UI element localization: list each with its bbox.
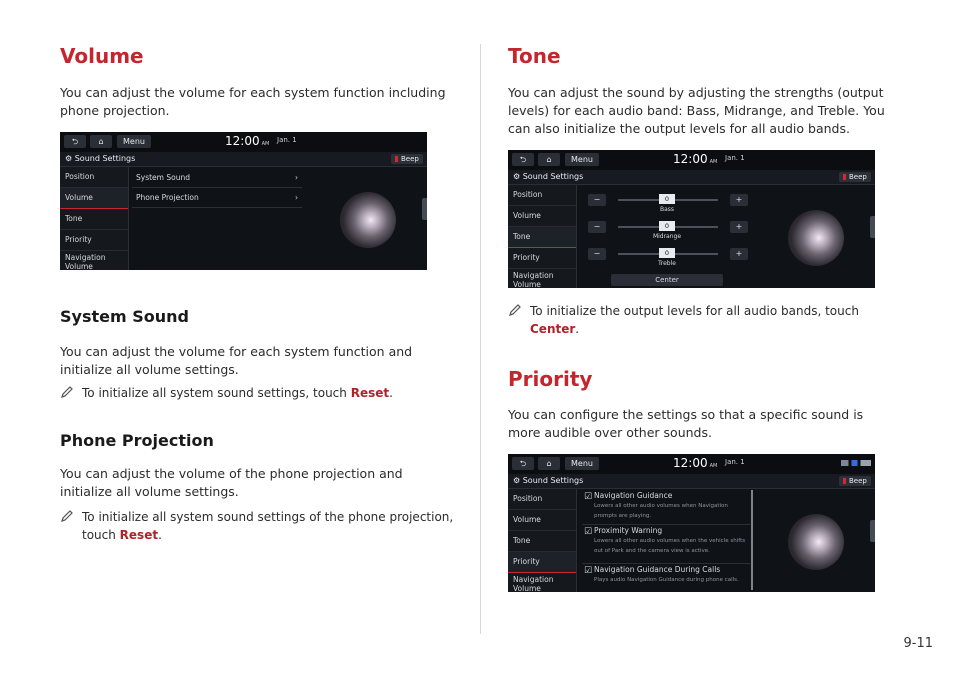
priority-heading: Priority [508, 367, 593, 391]
speaker-image [340, 192, 396, 248]
volume-description: You can adjust the volume for each system function including phone projection. [60, 85, 446, 118]
slider-value[interactable]: 0 [659, 248, 675, 258]
speaker-image [788, 514, 844, 570]
settings-sidebar [508, 185, 577, 288]
checkbox-checked-icon[interactable]: ☑ [584, 527, 593, 537]
side-handle[interactable] [870, 216, 875, 238]
home-icon[interactable]: ⌂ [90, 135, 112, 148]
phone-projection-description: You can adjust the volume of the phone projection and initialize all volume settings. [60, 466, 403, 499]
clock: 12:00 AM [673, 152, 718, 166]
speaker-image [788, 210, 844, 266]
phone-projection-heading: Phone Projection [60, 431, 214, 450]
sidebar-item-position[interactable]: Position [60, 167, 128, 188]
screen-sub-bar [508, 474, 875, 489]
back-icon[interactable]: ⮌ [512, 457, 534, 470]
priority-option[interactable]: ☑ Navigation Guidance During Calls Plays audio Navigation Guidance during phone calls. [584, 565, 739, 583]
sidebar-item-priority[interactable]: Priority [508, 248, 576, 269]
priority-option[interactable]: ☑ Proximity Warning Lowers all other audio volumes when the vehicle shifts out of Park and the camera view is active. [582, 526, 750, 564]
tone-description: You can adjust the sound by adjusting the strengths (output levels) for each audio band: Bass, Midrange, and Treble. You can also initialize the output levels for all audio bands. [508, 85, 885, 136]
menu-button[interactable]: Menu [565, 153, 599, 166]
chevron-right-icon: › [295, 173, 298, 182]
plus-icon[interactable]: + [730, 248, 748, 260]
checkbox-checked-icon[interactable]: ☑ [584, 492, 593, 502]
plus-icon[interactable]: + [730, 221, 748, 233]
minus-icon[interactable]: − [588, 194, 606, 206]
settings-sidebar [60, 167, 129, 270]
midrange-slider[interactable] [588, 219, 748, 243]
sidebar-item-priority[interactable]: Priority [508, 552, 576, 573]
sidebar-item-volume[interactable]: Volume [508, 510, 576, 531]
date: Jan. 1 [725, 458, 745, 466]
column-divider [480, 44, 481, 634]
priority-screenshot [508, 454, 875, 592]
sidebar-item-position[interactable]: Position [508, 185, 576, 206]
sound-settings-title: ⚙ Sound Settings [513, 172, 584, 181]
priority-description: You can configure the settings so that a specific sound is more audible over other sounds. [508, 407, 864, 440]
slider-value[interactable]: 0 [659, 221, 675, 231]
sound-settings-title: ⚙ Sound Settings [513, 476, 584, 485]
checkbox-checked-icon[interactable]: ☑ [584, 566, 593, 576]
sidebar-item-priority[interactable]: Priority [60, 230, 128, 251]
system-sound-description: You can adjust the volume for each system function and initialize all volume settings. [60, 344, 413, 377]
tone-screenshot [508, 150, 875, 288]
back-icon[interactable]: ⮌ [512, 153, 534, 166]
clock: 12:00 AM [673, 456, 718, 470]
sidebar-item-navigation-volume[interactable]: Navigation Volume [508, 573, 576, 592]
bass-slider[interactable] [588, 192, 748, 216]
beep-button[interactable]: Beep [391, 154, 423, 164]
beep-button[interactable]: Beep [839, 476, 871, 486]
side-handle[interactable] [422, 198, 427, 220]
status-icons [841, 460, 871, 466]
sidebar-item-volume[interactable]: Volume [60, 188, 128, 209]
menu-button[interactable]: Menu [117, 135, 151, 148]
sidebar-item-volume[interactable]: Volume [508, 206, 576, 227]
phone-projection-row[interactable]: Phone Projection › [132, 189, 302, 208]
slider-value[interactable]: 0 [659, 194, 675, 204]
sidebar-item-tone[interactable]: Tone [508, 531, 576, 552]
pencil-icon [60, 509, 74, 523]
sidebar-item-navigation-volume[interactable]: Navigation Volume [60, 251, 128, 270]
pencil-icon [508, 303, 522, 317]
scrollbar[interactable] [751, 490, 753, 590]
system-sound-heading: System Sound [60, 307, 189, 326]
date: Jan. 1 [277, 136, 297, 144]
slider-label: Treble [658, 260, 676, 267]
screen-top-bar [508, 454, 875, 475]
home-icon[interactable]: ⌂ [538, 457, 560, 470]
menu-button[interactable]: Menu [565, 457, 599, 470]
slider-label: Midrange [652, 233, 682, 240]
priority-option[interactable]: ☑ Navigation Guidance Lowers all other audio volumes when Navigation prompts are playing. [582, 491, 750, 525]
page-number: 9-11 [903, 636, 933, 651]
system-sound-note: To initialize all system sound settings, touch Reset. [60, 384, 462, 402]
volume-heading: Volume [60, 44, 144, 68]
clock: 12:00 AM [225, 134, 270, 148]
slider-label: Bass [659, 206, 675, 213]
sidebar-item-position[interactable]: Position [508, 489, 576, 510]
minus-icon[interactable]: − [588, 248, 606, 260]
screen-sub-bar [60, 152, 427, 167]
system-sound-row[interactable]: System Sound › [132, 169, 302, 188]
screen-top-bar [60, 132, 427, 153]
sidebar-item-tone[interactable]: Tone [60, 209, 128, 230]
screen-sub-bar [508, 170, 875, 185]
minus-icon[interactable]: − [588, 221, 606, 233]
volume-screenshot [60, 132, 427, 270]
tone-heading: Tone [508, 44, 561, 68]
pencil-icon [60, 385, 74, 399]
home-icon[interactable]: ⌂ [538, 153, 560, 166]
side-handle[interactable] [870, 520, 875, 542]
chevron-right-icon: › [295, 193, 298, 202]
sidebar-item-tone[interactable]: Tone [508, 227, 576, 248]
sidebar-item-navigation-volume[interactable]: Navigation Volume [508, 269, 576, 288]
beep-button[interactable]: Beep [839, 172, 871, 182]
settings-sidebar [508, 489, 577, 592]
date: Jan. 1 [725, 154, 745, 162]
center-button[interactable]: Center [611, 274, 723, 286]
phone-projection-note: To initialize all system sound settings of the phone projection, touch Reset. [60, 508, 460, 544]
back-icon[interactable]: ⮌ [64, 135, 86, 148]
sound-settings-title: ⚙ Sound Settings [65, 154, 136, 163]
treble-slider[interactable] [588, 246, 748, 270]
plus-icon[interactable]: + [730, 194, 748, 206]
screen-top-bar [508, 150, 875, 171]
tone-note: To initialize the output levels for all audio bands, touch Center. [508, 302, 900, 338]
